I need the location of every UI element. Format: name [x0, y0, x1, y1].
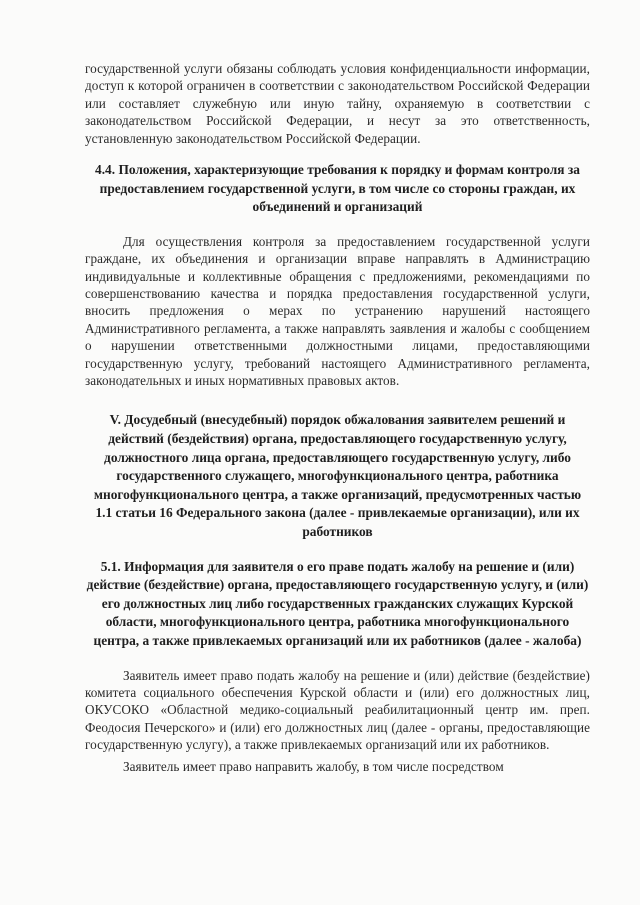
- section-4-4-paragraph: Для осуществления контроля за предоставлением государственной услуги граждане, их объединения и организации вправе направлять в Администрацию индивидуальные и коллективные обращения с предложениями, рекомендациями по совершенствованию качества и порядка предоставления государственной услуги, вносить предложения о мерах по устранению нарушений настоящего Административного регламента, а также направлять заявления и жалобы с сообщением о нарушении ответственными должностными лицами, предоставляющими государственную услугу, требований настоящего Административного регламента, законодательных и иных нормативных правовых актов.: [85, 233, 590, 389]
- section-5-1-paragraph-1: Заявитель имеет право подать жалобу на решение и (или) действие (бездействие) комитета социального обеспечения Курской области и (или) его должностных лиц, ОКУСОКО «Областной медико-социальный реабилитационный центр им. преп. Феодосия Печерского» и (или) его должностных лиц (далее - органы, предоставляющие государственную услугу), а также привлекаемых организаций или их работников.: [85, 667, 590, 753]
- page-content: [85, 60, 590, 775]
- section-5-1-heading: 5.1. Информация для заявителя о его праве подать жалобу на решение и (или) действие (бездействие) органа, предоставляющего государственную услугу, и (или) его должностных лиц либо государственных гражданских служащих Курской области, многофункционального центра, работника многофункционального центра, а также привлекаемых организаций или их работников (далее - жалоба): [86, 558, 589, 648]
- section-4-4-heading: 4.4. Положения, характеризующие требования к порядку и формам контроля за предоставлением государственной услуги, в том числе со стороны граждан, их объединений и организаций: [95, 162, 580, 215]
- top-paragraph: государственной услуги обязаны соблюдать условия конфиденциальности информации, доступ к которой ограничен в соответствии с законодательством Российской Федерации или составляет служебную или иную тайну, охраняемую в соответствии с законодательством Российской Федерации, и несут за это ответственность, установленную законодательством Российской Федерации.: [85, 61, 590, 146]
- section-5-1-paragraph-2: Заявитель имеет право направить жалобу, в том числе посредством: [123, 758, 504, 774]
- section-5-heading: V. Досудебный (внесудебный) порядок обжалования заявителем решений и действий (бездействия) органа, предоставляющего государственную услугу, должностного лица органа, предоставляющего государственную услугу, либо государственного служащего, многофункционального центра, работника многофункционального центра, а также организаций, предусмотренных частью 1.1 статьи 16 Федерального закона (далее - привлекаемые организации), или их работников: [93, 412, 582, 540]
